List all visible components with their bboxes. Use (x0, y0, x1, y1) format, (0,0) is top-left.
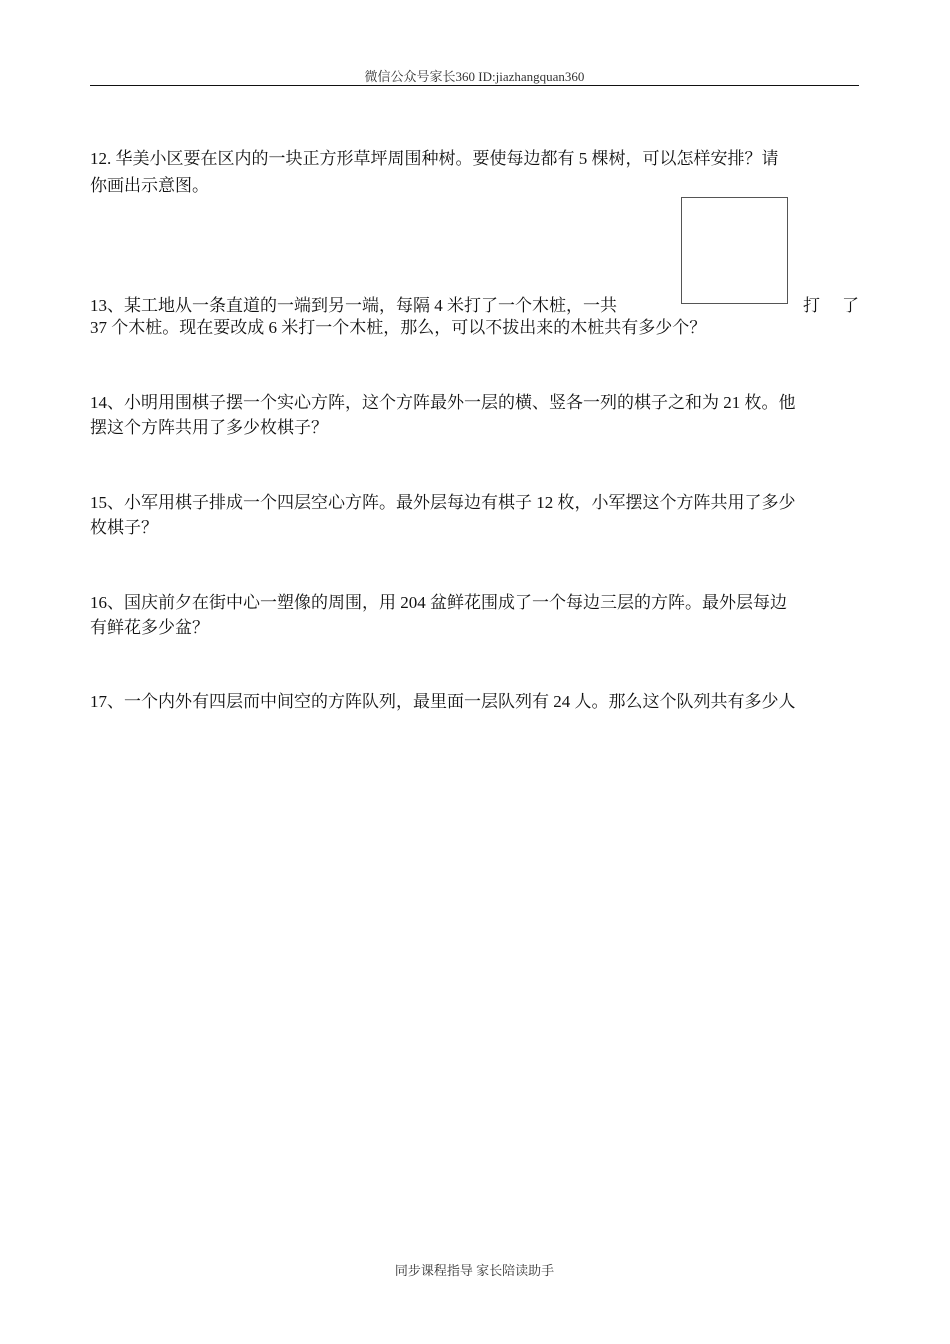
question-12-line-1: 12. 华美小区要在区内的一块正方形草坪周围种树。要使每边都有 5 棵树，可以怎样安排？请 (90, 149, 779, 168)
question-13-line-1-right: 打了 (803, 296, 881, 315)
question-12-line-2: 你画出示意图。 (90, 176, 209, 195)
question-13-line-2: 37 个木桩。现在要改成 6 米打一个木桩，那么，可以不拔出来的木桩共有多少个？ (90, 318, 707, 337)
question-16-line-1: 16、国庆前夕在街中心一塑像的周围，用 204 盆鲜花围成了一个每边三层的方阵。最外层每边 (90, 593, 787, 612)
header-rule (90, 85, 859, 86)
question-15-line-2: 枚棋子？ (90, 518, 158, 537)
page-footer: 同步课程指导 家长陪读助手 (394, 1263, 555, 1278)
question-14-line-2: 摆这个方阵共用了多少枚棋子？ (90, 418, 328, 437)
question-13-line-1 (90, 291, 881, 316)
question-14-line-1: 14、小明用围棋子摆一个实心方阵，这个方阵最外一层的横、竖各一列的棋子之和为 21 枚。他 (90, 393, 796, 412)
question-15-line-1: 15、小军用棋子排成一个四层空心方阵。最外层每边有棋子 12 枚，小军摆这个方阵共用了多少 (90, 493, 796, 512)
question-13-line-1-left: 13、某工地从一条直道的一端到另一端，每隔 4 米打了一个木桩，一共 (90, 296, 617, 315)
question-17-line-1: 17、一个内外有四层而中间空的方阵队列，最里面一层队列有 24 人。那么这个队列共有多少人 (90, 692, 796, 711)
drawing-square (681, 197, 788, 304)
page-header: 微信公众号家长360 ID:jiazhangquan360 (364, 69, 585, 84)
question-16-line-2: 有鲜花多少盆？ (90, 618, 209, 637)
